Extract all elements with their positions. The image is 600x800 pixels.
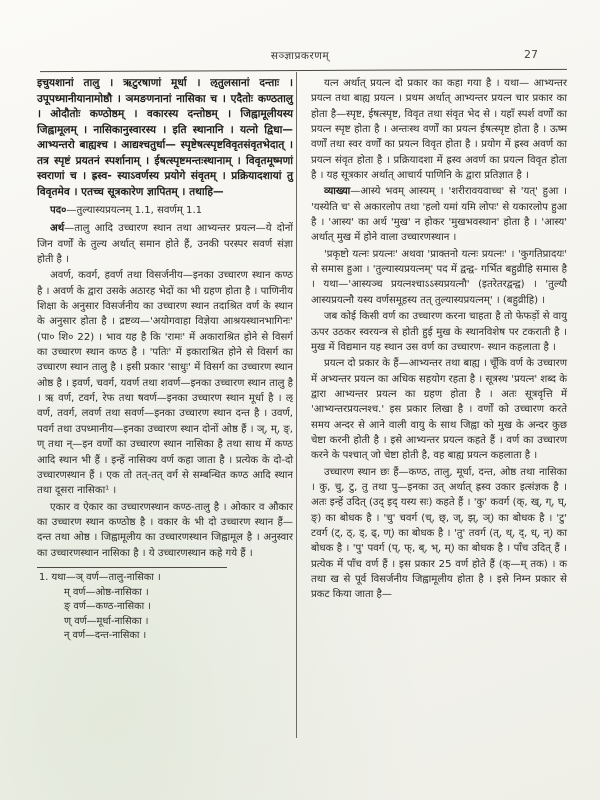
prakrishto-paragraph: 'प्रकृष्टो यत्नः प्रयत्नः' अथवा 'प्राक्तनो यत्नः प्रयत्नः' । 'कुगतिप्रादयः' से समास हुआ । 'तुल्यास्यप्रयत्नम्' पद में द्वन्द्व- गर्भित बहुव्रीहि समास है । यथा—'आस्यञ्च प्रयत्नश्चाऽऽस्यप्रयत्नौ' (इतरेतरद्वन्द्व) । 'तुल्यौ आस्यप्रयत्नौ यस्य वर्णसमूहस्य तत् तुल्यास्यप्रयत्नम्' । (बहुव्रीहि) । [311,248,567,306]
header-rule [40,69,567,72]
footnote-line: म् वर्ण—ओष्ठ-नासिका । [64,586,149,598]
artha-paragraph [37,221,293,267]
jab-koi-paragraph: जब कोई किसी वर्ण का उच्चारण करना चाहता है तो फेफड़ों से वायु ऊपर उठकर स्वरयन्त्र से होती हुई मुख के स्थानविशेष पर टकराती है । मुख में विद्यमान यह स्थान उस वर्ण का उच्चारण- स्थान कहलाता है । [311,311,567,353]
two-column-text-area [37,76,567,644]
footnote-line: न् वर्ण—दन्त-नासिका । [64,630,147,642]
page-number: 27 [524,48,538,61]
running-header-title: सञ्ज्ञाप्रकरणम् [270,50,330,62]
left-column [37,76,302,644]
footnote-line: ङ् वर्ण—कण्ठ-नासिका । [64,601,152,613]
prayatna-types-paragraph: प्रयत्न दो प्रकार के हैं—आभ्यन्तर तथा बाह्य । चूँकि वर्ण के उच्चारण में अभ्यन्तर प्रयत्न का अधिक सहयोग रहता है । सूत्रस्थ 'प्रयत्न' शब्द के द्वारा आभ्यन्तर प्रयत्न का ग्रहण होता है । अतः सूत्रवृत्ति में 'आभ्यन्तरप्रयत्नश्च.' इस प्रकार लिखा है । वर्णों को उच्चारण करते समय अन्दर से आने वाली वायु के साथ जिह्वा को मुख के अन्दर कुछ चेष्टा करनी होती है । इसे आभ्यन्तर प्रयत्न कहते हैं । वर्ण का उच्चारण करने के पश्चात् जो चेष्टा होती है, वह बाह्य प्रयत्न कहलाता है । [311,358,567,462]
yatna-paragraph: यत्न अर्थात् प्रयत्न दो प्रकार का कहा गया है । यथा— आभ्यन्तर प्रयत्न तथा बाह्य प्रयत्न । प्रथम अर्थात् आभ्यन्तर प्रयत्न चार प्रकार का होता है—स्पृष्ट, ईषत्स्पृष्ट, विवृत तथा संवृत भेद से । यहाँ स्पर्श वर्णों का प्रयत्न स्पृष्ट होता है । अन्तःस्थ वर्णों का प्रयत्न ईषत्स्पृष्ट होता है । ऊष्म वर्णों तथा स्वर वर्णों का प्रयत्न विवृत होता है । प्रयोग में ह्रस्व अवर्ण का प्रयत्न संवृत होता है । प्रक्रियादशा में ह्रस्व अवर्ण का प्रयत्न विवृत होता है । यह सूत्रकार अर्थात् आचार्य पाणिनि के द्वारा प्रतिज्ञात है । [311,78,567,182]
pada-text: —तुल्यास्यप्रयत्नम् 1.1, सवर्णम् 1.1 [66,205,203,216]
artha-text: —तालु आदि उच्चारण स्थान तथा आभ्यन्तर प्रयत्न—ये दोनों जिन वर्णों के तुल्य अर्थात् समान होते हैं, उनकी परस्पर सवर्ण संज्ञा होती है । [37,223,293,266]
vyakhya-label: व्याख्या [324,186,351,198]
right-column [302,76,567,644]
ekara-paragraph: एकार व ऐकार का उच्चारणस्थान कण्ठ-तालु है । ओकार व औकार का उच्चारण स्थान कण्ठोष्ठ है । वकार के भी दो उच्चारण स्थान हैं—दन्त तथा ओष्ठ । जिह्वामूलीय का उच्चारणस्थान जिह्वामूल है । अनुस्वार का उच्चारणस्थान नासिका है । ये उच्चारणस्थान कहे गये हैं । [37,501,293,559]
footnote-block [37,571,293,644]
pada-reference-line [37,203,293,218]
pada-label: पद० [50,205,67,216]
footnote-line: 1. यथा—ञ् वर्ण—तालु-नासिका । [39,571,161,583]
artha-label: अर्थ [50,223,65,235]
vyakhya-paragraph [311,184,567,245]
vyakhya-text: —आस्ये भवम् आस्यम् । 'शरीरावयवाच्च' से 'यत्' हुआ । 'यस्येति च' से अकारलोप तथा 'हलो यमां यमि लोपः' से यकारलोप हुआ है । 'आस्य' का अर्थ 'मुख' न होकर 'मुखभवस्थान' होता है । 'आस्य' अर्थात् मुख में होने वाला उच्चारणस्थान । [311,186,567,244]
uchharan-sthan-paragraph: उच्चारण स्थान छः हैं—कण्ठ, तालु, मूर्धा, दन्त, ओष्ठ तथा नासिका । कु, चु, टु, तु तथा पु—इनका उत् अर्थात् ह्रस्व उकार इत्संज्ञक है । अतः इन्हें उदित् (उद् इद् यस्य सः) कहते हैं । 'कु' कवर्ग (क्, ख्, ग्, घ्, ङ्) का बोधक है । 'चु' चवर्ग (च्, छ्, ज्, झ्, ञ्) का बोधक है । 'टु' टवर्ग (ट्, ठ्, ड्, ढ्, ण्) का बोधक है । 'तु' तवर्ग (त्, थ्, द्, ध्, न्) का बोधक है । 'पु' पवर्ग (प्, फ्, ब्, भ्, म्) का बोधक है । पाँच उदित् हैं । प्रत्येक में पाँच वर्ण हैं । इस प्रकार 25 वर्ण होते हैं (क्—म् तक) । क तथा ख से पूर्व विसर्जनीय जिह्वामूलीय होता है । इसे निम्न प्रकार से प्रकट किया जाता है— [311,466,567,601]
avarna-paragraph: अवर्ण, कवर्ग, हवर्ण तथा विसर्जनीय—इनका उच्चारण स्थान कण्ठ है । अवर्ण के द्वारा उसके अठारह भेदों का भी ग्रहण होता है । पाणिनीय शिक्षा के अनुसार विसर्जनीय का उच्चारण स्थान तदाश्रित वर्ण के स्थान के अनुसार होता है । द्रष्टव्य—'अयोगवाहा विज्ञेया आश्रयस्थानभागिनः' (पा० शि० 22) । भाव यह है कि 'रामः' में अकाराश्रित होने से विसर्ग का उच्चारण स्थान कण्ठ है । 'पतिः' में इकाराश्रित होने से विसर्ग का उच्चारण स्थान तालु है । इसी प्रकार 'साधुः' में विसर्ग का उच्चारण स्थान ओष्ठ है । इवर्ण, चवर्ग, यवर्ण तथा शवर्ण—इनका उच्चारण स्थान तालु है । ऋ वर्ण, टवर्ग, रेफ तथा षवर्ण—इनका उच्चारण स्थान मूर्धा है । ऌ वर्ण, तवर्ग, लवर्ण तथा सवर्ण—इनका उच्चारण स्थान दन्त है । उवर्ण, पवर्ग तथा उपध्मानीय—इनका उच्चारण स्थान दोनों ओष्ठ हैं । ञ्, म्, ङ्, ण् तथा न्—इन वर्णों का उच्चारण स्थान नासिका है तथा साथ में कण्ठ आदि स्थान भी हैं । इन्हें नासिक्य वर्ण कहा जाता है । प्रत्येक के दो-दो उच्चारणस्थान हैं । एक तो तत्-तत् वर्ग से सम्बन्धित कण्ठ आदि स्थान तथा दूसरा नासिका¹ । [37,270,293,497]
footnote-separator-rule [37,567,227,568]
sutra-paragraph: इचुयशानां तालु । ऋटुरषाणां मूर्धा । ऌतुलसानां दन्ताः । उपूपध्मानीयानामोष्ठौ । ञमङणनानां नासिका च । एदैतोः कण्ठतालु । ओदौतोः कण्ठोष्ठम् । वकारस्य दन्तोष्ठम् । जिह्वामूलीयस्य जिह्वामूलम् । नासिकानुस्वारस्य । इति स्थानानि । यत्नो द्विधा—आभ्यन्तरो बाह्यश्च । आद्यश्चतुर्धा— स्पृष्टेषत्स्पृष्टविवृतसंवृतभेदात् । तत्र स्पृष्टं प्रयतनं स्पर्शानाम् । ईषत्स्पृष्टमन्तःस्थानाम् । विवृतमूष्मणां स्वराणां च । ह्रस्व- स्याऽवर्णस्य प्रयोगे संवृतम् । प्रक्रियादशायां तु विवृतमेव । एतच्च सूत्रकारेण ज्ञापितम् । तथाहि— [37,77,293,198]
footnote-line: ण् वर्ण—मूर्धा-नासिका । [64,615,149,627]
